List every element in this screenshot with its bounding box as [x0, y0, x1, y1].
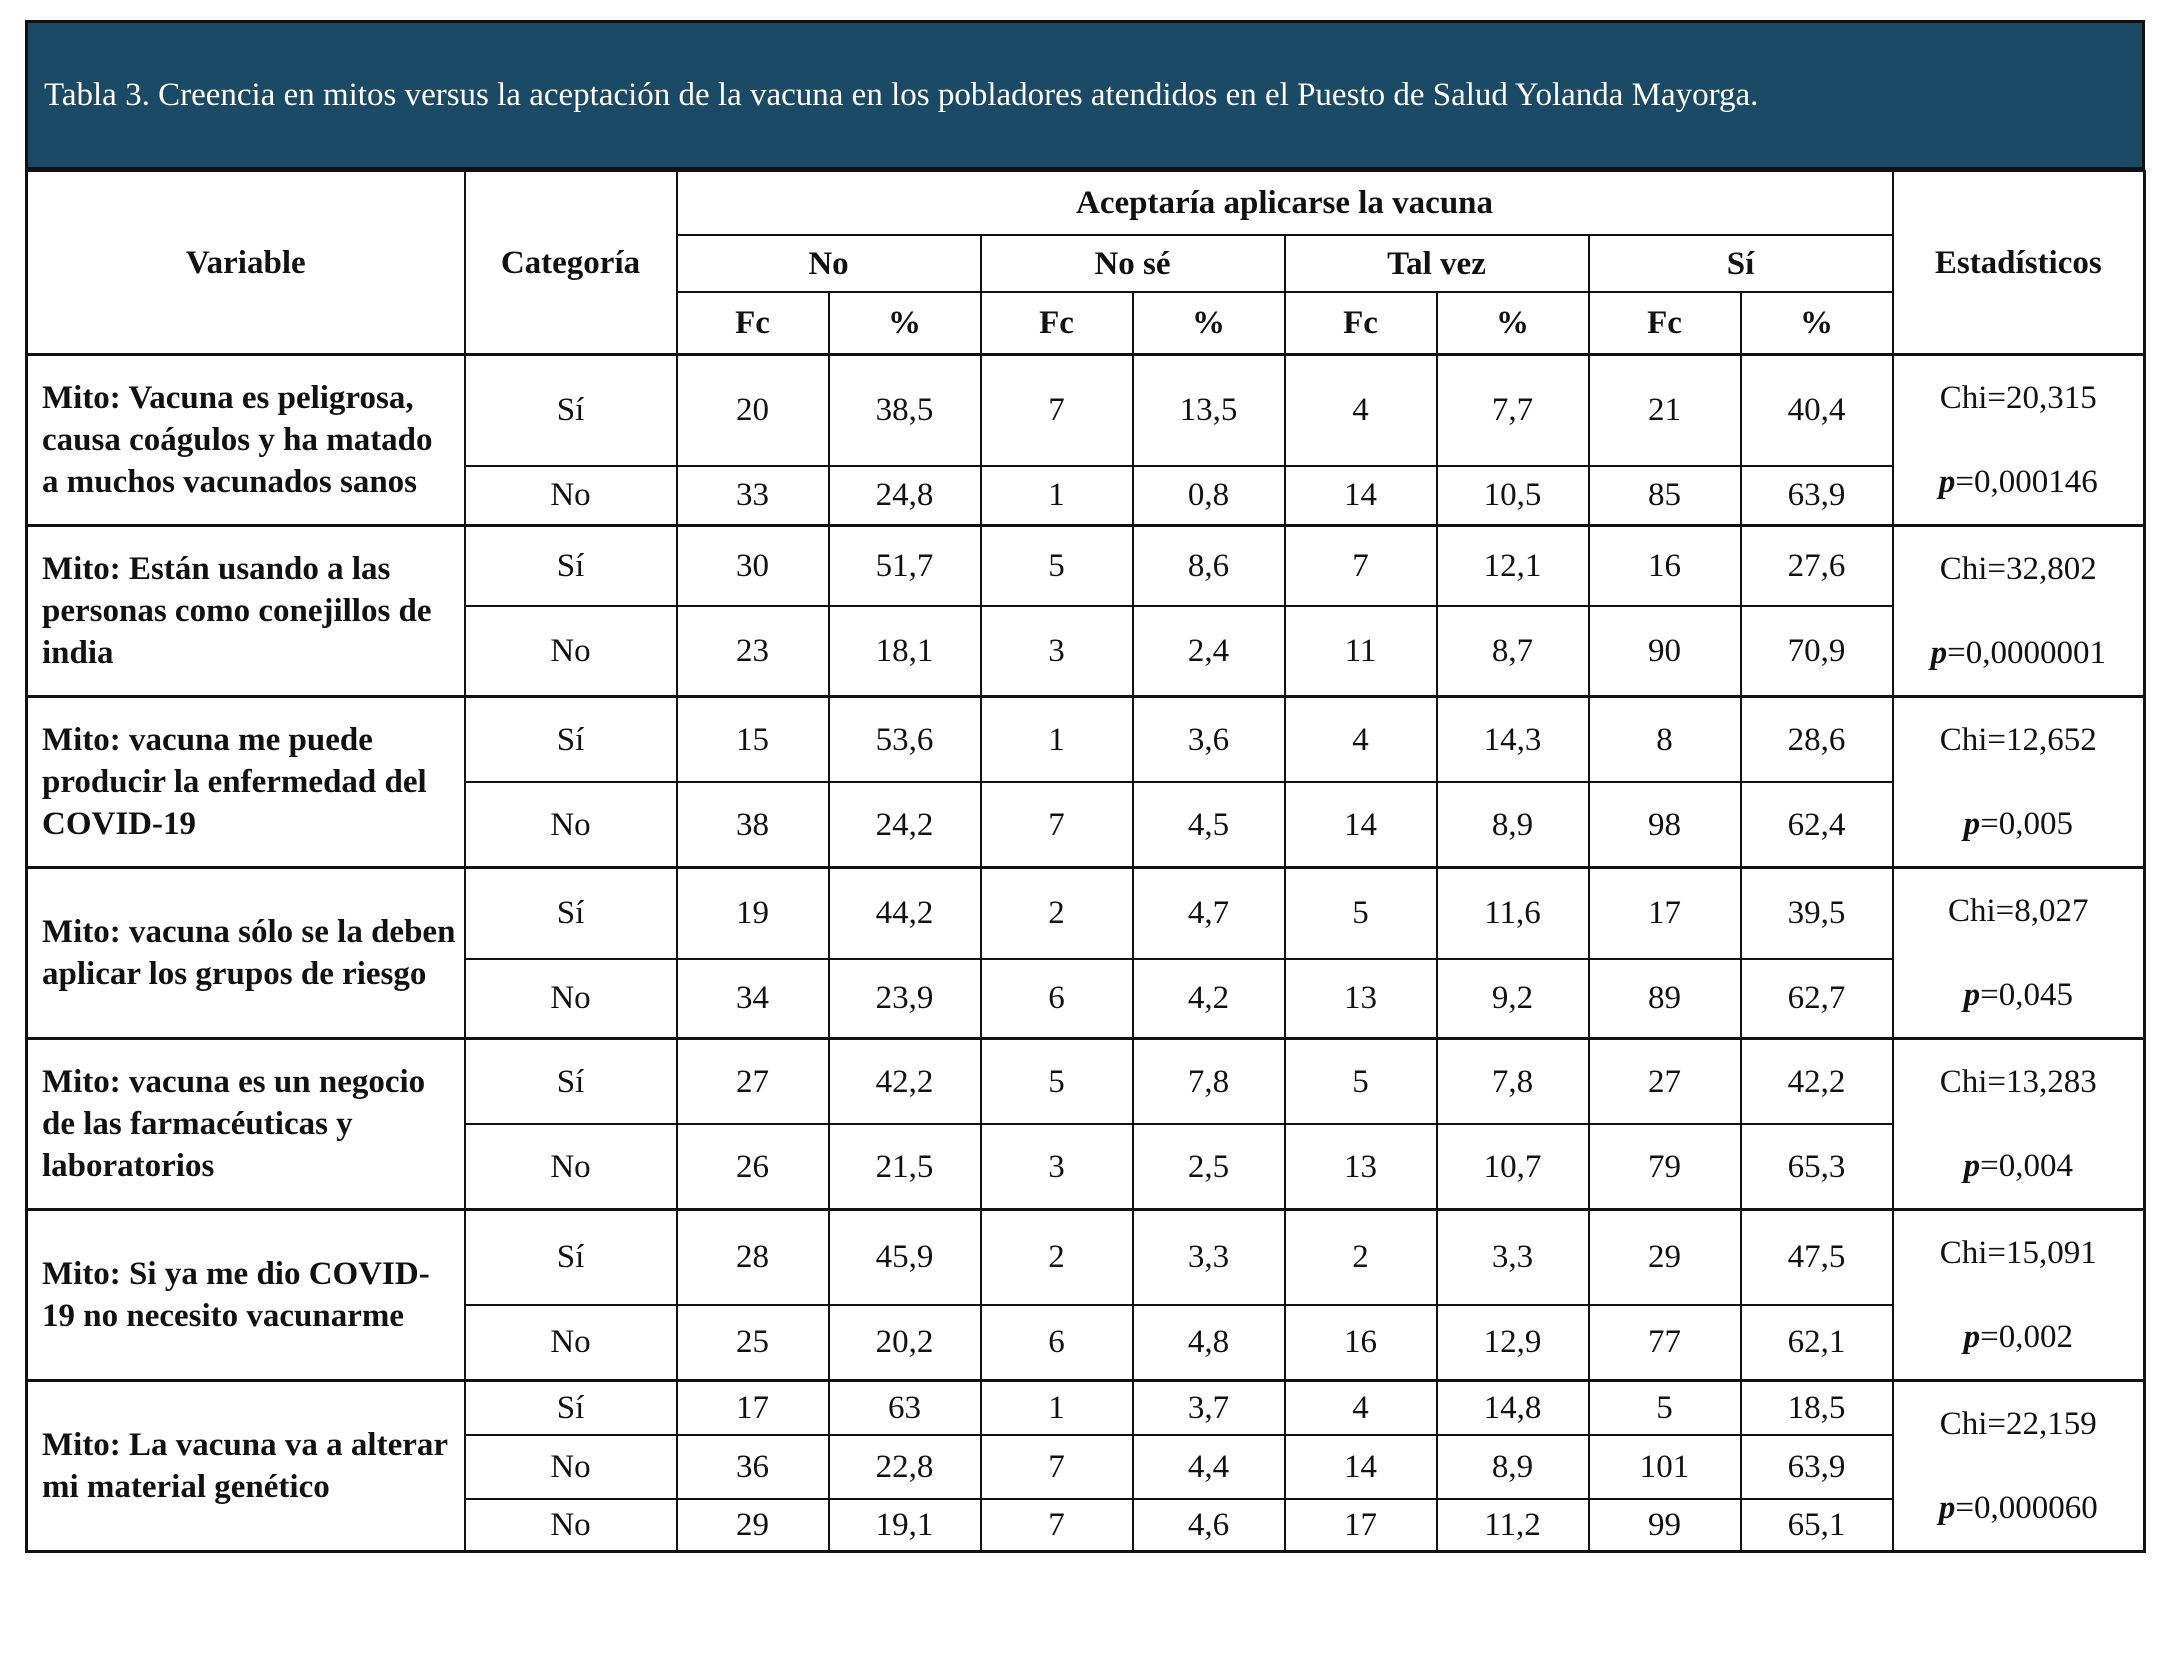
- pct-cell: 22,8: [829, 1435, 981, 1499]
- fc-cell: 23: [677, 606, 829, 697]
- category-cell: Sí: [465, 1381, 677, 1435]
- p-value: =0,005: [1980, 806, 2073, 842]
- pct-cell: 63,9: [1741, 1435, 1893, 1499]
- fc-cell: 2: [981, 1210, 1133, 1305]
- statistics-cell: [1893, 1381, 2145, 1552]
- fc-cell: 17: [1589, 868, 1741, 959]
- fc-cell: 38: [677, 782, 829, 868]
- pct-cell: 24,8: [829, 466, 981, 526]
- table-row: [27, 868, 2145, 959]
- pct-cell: 27,6: [1741, 526, 1893, 606]
- pct-cell: 8,7: [1437, 606, 1589, 697]
- header-option-tal-vez: Tal vez: [1285, 235, 1589, 292]
- pct-cell: 42,2: [829, 1039, 981, 1125]
- pct-cell: 3,3: [1133, 1210, 1285, 1305]
- statistics-cell: [1893, 1210, 2145, 1381]
- fc-cell: 3: [981, 606, 1133, 697]
- p-value: =0,0000001: [1947, 635, 2106, 671]
- header-fc: Fc: [981, 292, 1133, 355]
- category-cell: No: [465, 959, 677, 1039]
- chi-value: Chi=32,802: [1939, 551, 2097, 587]
- pct-cell: 14,3: [1437, 697, 1589, 783]
- fc-cell: 101: [1589, 1435, 1741, 1499]
- pct-cell: 7,8: [1133, 1039, 1285, 1125]
- pct-cell: 62,7: [1741, 959, 1893, 1039]
- pct-cell: 20,2: [829, 1305, 981, 1381]
- fc-cell: 4: [1285, 355, 1437, 466]
- category-cell: Sí: [465, 1039, 677, 1125]
- pct-cell: 7,7: [1437, 355, 1589, 466]
- pct-cell: 23,9: [829, 959, 981, 1039]
- header-fc: Fc: [1285, 292, 1437, 355]
- fc-cell: 7: [981, 782, 1133, 868]
- fc-cell: 8: [1589, 697, 1741, 783]
- category-cell: No: [465, 466, 677, 526]
- pct-cell: 21,5: [829, 1124, 981, 1210]
- fc-cell: 27: [677, 1039, 829, 1125]
- category-cell: Sí: [465, 1210, 677, 1305]
- fc-cell: 99: [1589, 1499, 1741, 1551]
- header-categoria: Categoría: [465, 171, 677, 355]
- p-value: =0,000060: [1955, 1490, 2098, 1526]
- pct-cell: 0,8: [1133, 466, 1285, 526]
- statistics-cell: [1893, 1039, 2145, 1210]
- fc-cell: 77: [1589, 1305, 1741, 1381]
- p-value-line: [1894, 1295, 2144, 1379]
- fc-cell: 1: [981, 697, 1133, 783]
- pct-cell: 13,5: [1133, 355, 1285, 466]
- pct-cell: 62,4: [1741, 782, 1893, 868]
- p-value: =0,002: [1980, 1319, 2073, 1355]
- pct-cell: 3,3: [1437, 1210, 1589, 1305]
- category-cell: No: [465, 1124, 677, 1210]
- pct-cell: 8,9: [1437, 1435, 1589, 1499]
- fc-cell: 4: [1285, 697, 1437, 783]
- pct-cell: 47,5: [1741, 1210, 1893, 1305]
- fc-cell: 5: [981, 1039, 1133, 1125]
- p-label: p: [1963, 806, 1981, 842]
- row-group: [27, 697, 2145, 868]
- table-row: [27, 526, 2145, 606]
- fc-cell: 21: [1589, 355, 1741, 466]
- fc-cell: 13: [1285, 1124, 1437, 1210]
- data-table: [25, 170, 2146, 1553]
- category-cell: No: [465, 782, 677, 868]
- header-option-no: No: [677, 235, 981, 292]
- variable-cell: Mito: La vacuna va a alterar mi material genético: [27, 1381, 465, 1552]
- fc-cell: 29: [1589, 1210, 1741, 1305]
- fc-cell: 29: [677, 1499, 829, 1551]
- pct-cell: 70,9: [1741, 606, 1893, 697]
- header-variable: Variable: [27, 171, 465, 355]
- variable-cell: Mito: vacuna es un negocio de las farmacéuticas y laboratorios: [27, 1039, 465, 1210]
- fc-cell: 27: [1589, 1039, 1741, 1125]
- header-option-si: Sí: [1589, 235, 1893, 292]
- fc-cell: 89: [1589, 959, 1741, 1039]
- fc-cell: 2: [981, 868, 1133, 959]
- fc-cell: 20: [677, 355, 829, 466]
- header-estadisticos: Estadísticos: [1893, 171, 2145, 355]
- fc-cell: 5: [1285, 868, 1437, 959]
- variable-cell: Mito: vacuna sólo se la deben aplicar los grupos de riesgo: [27, 868, 465, 1039]
- category-cell: Sí: [465, 697, 677, 783]
- pct-cell: 10,7: [1437, 1124, 1589, 1210]
- statistics-cell: [1893, 868, 2145, 1039]
- fc-cell: 5: [1285, 1039, 1437, 1125]
- fc-cell: 34: [677, 959, 829, 1039]
- pct-cell: 2,5: [1133, 1124, 1285, 1210]
- header-fc: Fc: [1589, 292, 1741, 355]
- header-option-no-se: No sé: [981, 235, 1285, 292]
- fc-cell: 36: [677, 1435, 829, 1499]
- fc-cell: 79: [1589, 1124, 1741, 1210]
- p-label: p: [1963, 1319, 1981, 1355]
- pct-cell: 8,6: [1133, 526, 1285, 606]
- fc-cell: 33: [677, 466, 829, 526]
- p-label: p: [1938, 464, 1956, 500]
- p-value: =0,004: [1980, 1148, 2073, 1184]
- pct-cell: 39,5: [1741, 868, 1893, 959]
- pct-cell: 38,5: [829, 355, 981, 466]
- fc-cell: 85: [1589, 466, 1741, 526]
- chi-value: Chi=12,652: [1939, 722, 2097, 758]
- pct-cell: 63: [829, 1381, 981, 1435]
- pct-cell: 28,6: [1741, 697, 1893, 783]
- p-value-line: [1894, 440, 2144, 524]
- row-group: [27, 868, 2145, 1039]
- pct-cell: 40,4: [1741, 355, 1893, 466]
- table-wrapper: [25, 20, 2145, 1553]
- variable-cell: Mito: Están usando a las personas como conejillos de india: [27, 526, 465, 697]
- statistics-cell: [1893, 697, 2145, 868]
- pct-cell: 18,1: [829, 606, 981, 697]
- pct-cell: 65,3: [1741, 1124, 1893, 1210]
- fc-cell: 7: [1285, 526, 1437, 606]
- pct-cell: 12,9: [1437, 1305, 1589, 1381]
- pct-cell: 65,1: [1741, 1499, 1893, 1551]
- p-label: p: [1963, 977, 1981, 1013]
- fc-cell: 17: [1285, 1499, 1437, 1551]
- pct-cell: 45,9: [829, 1210, 981, 1305]
- fc-cell: 11: [1285, 606, 1437, 697]
- pct-cell: 4,7: [1133, 868, 1285, 959]
- fc-cell: 90: [1589, 606, 1741, 697]
- pct-cell: 44,2: [829, 868, 981, 959]
- pct-cell: 11,2: [1437, 1499, 1589, 1551]
- header-pct: %: [1437, 292, 1589, 355]
- table-row: [27, 1039, 2145, 1125]
- pct-cell: 2,4: [1133, 606, 1285, 697]
- fc-cell: 4: [1285, 1381, 1437, 1435]
- fc-cell: 7: [981, 355, 1133, 466]
- fc-cell: 2: [1285, 1210, 1437, 1305]
- header-fc: Fc: [677, 292, 829, 355]
- p-value-line: [1894, 611, 2144, 695]
- p-label: p: [1938, 1490, 1956, 1526]
- fc-cell: 6: [981, 959, 1133, 1039]
- category-cell: No: [465, 1305, 677, 1381]
- fc-cell: 5: [1589, 1381, 1741, 1435]
- table-row: [27, 697, 2145, 783]
- fc-cell: 25: [677, 1305, 829, 1381]
- pct-cell: 14,8: [1437, 1381, 1589, 1435]
- pct-cell: 18,5: [1741, 1381, 1893, 1435]
- fc-cell: 30: [677, 526, 829, 606]
- table-header: [27, 171, 2145, 355]
- fc-cell: 7: [981, 1499, 1133, 1551]
- p-value: =0,000146: [1955, 464, 2098, 500]
- category-cell: No: [465, 1499, 677, 1551]
- pct-cell: 7,8: [1437, 1039, 1589, 1125]
- fc-cell: 98: [1589, 782, 1741, 868]
- statistics-cell: [1893, 526, 2145, 697]
- pct-cell: 9,2: [1437, 959, 1589, 1039]
- header-pct: %: [1133, 292, 1285, 355]
- chi-value: Chi=13,283: [1939, 1064, 2097, 1100]
- pct-cell: 4,6: [1133, 1499, 1285, 1551]
- p-value: =0,045: [1980, 977, 2073, 1013]
- fc-cell: 28: [677, 1210, 829, 1305]
- chi-value: Chi=22,159: [1939, 1406, 2097, 1442]
- pct-cell: 4,2: [1133, 959, 1285, 1039]
- fc-cell: 14: [1285, 466, 1437, 526]
- pct-cell: 4,8: [1133, 1305, 1285, 1381]
- fc-cell: 5: [981, 526, 1133, 606]
- fc-cell: 13: [1285, 959, 1437, 1039]
- table-row: [27, 355, 2145, 466]
- category-cell: Sí: [465, 526, 677, 606]
- fc-cell: 26: [677, 1124, 829, 1210]
- pct-cell: 51,7: [829, 526, 981, 606]
- pct-cell: 3,7: [1133, 1381, 1285, 1435]
- pct-cell: 24,2: [829, 782, 981, 868]
- fc-cell: 15: [677, 697, 829, 783]
- fc-cell: 14: [1285, 782, 1437, 868]
- fc-cell: 19: [677, 868, 829, 959]
- statistics-cell: [1893, 355, 2145, 526]
- row-group: [27, 526, 2145, 697]
- p-label: p: [1930, 635, 1948, 671]
- fc-cell: 16: [1285, 1305, 1437, 1381]
- variable-cell: Mito: Si ya me dio COVID-19 no necesito vacunarme: [27, 1210, 465, 1381]
- p-value-line: [1894, 1466, 2144, 1550]
- chi-value: Chi=8,027: [1948, 893, 2089, 929]
- p-value-line: [1894, 1124, 2144, 1208]
- pct-cell: 62,1: [1741, 1305, 1893, 1381]
- pct-cell: 3,6: [1133, 697, 1285, 783]
- category-cell: No: [465, 606, 677, 697]
- category-cell: No: [465, 1435, 677, 1499]
- fc-cell: 1: [981, 466, 1133, 526]
- p-value-line: [1894, 782, 2144, 866]
- fc-cell: 17: [677, 1381, 829, 1435]
- variable-cell: Mito: Vacuna es peligrosa, causa coágulos y ha matado a muchos vacunados sanos: [27, 355, 465, 526]
- table-caption: Tabla 3. Creencia en mitos versus la aceptación de la vacuna en los pobladores atendidos en el Puesto de Salud Yolanda Mayorga.: [25, 20, 2145, 170]
- pct-cell: 11,6: [1437, 868, 1589, 959]
- chi-value: Chi=15,091: [1939, 1235, 2097, 1271]
- header-pct: %: [1741, 292, 1893, 355]
- category-cell: Sí: [465, 355, 677, 466]
- header-pct: %: [829, 292, 981, 355]
- row-group: [27, 1210, 2145, 1381]
- fc-cell: 7: [981, 1435, 1133, 1499]
- p-value-line: [1894, 953, 2144, 1037]
- pct-cell: 19,1: [829, 1499, 981, 1551]
- table-row: [27, 1210, 2145, 1305]
- pct-cell: 8,9: [1437, 782, 1589, 868]
- pct-cell: 53,6: [829, 697, 981, 783]
- row-group: [27, 1039, 2145, 1210]
- pct-cell: 4,5: [1133, 782, 1285, 868]
- table-row: [27, 1381, 2145, 1435]
- pct-cell: 12,1: [1437, 526, 1589, 606]
- pct-cell: 42,2: [1741, 1039, 1893, 1125]
- pct-cell: 63,9: [1741, 466, 1893, 526]
- row-group: [27, 1381, 2145, 1552]
- category-cell: Sí: [465, 868, 677, 959]
- variable-cell: Mito: vacuna me puede producir la enfermedad del COVID-19: [27, 697, 465, 868]
- fc-cell: 14: [1285, 1435, 1437, 1499]
- row-group: [27, 355, 2145, 526]
- fc-cell: 3: [981, 1124, 1133, 1210]
- chi-value: Chi=20,315: [1939, 380, 2097, 416]
- fc-cell: 1: [981, 1381, 1133, 1435]
- fc-cell: 16: [1589, 526, 1741, 606]
- pct-cell: 4,4: [1133, 1435, 1285, 1499]
- p-label: p: [1963, 1148, 1981, 1184]
- pct-cell: 10,5: [1437, 466, 1589, 526]
- header-group: Aceptaría aplicarse la vacuna: [677, 171, 1893, 235]
- fc-cell: 6: [981, 1305, 1133, 1381]
